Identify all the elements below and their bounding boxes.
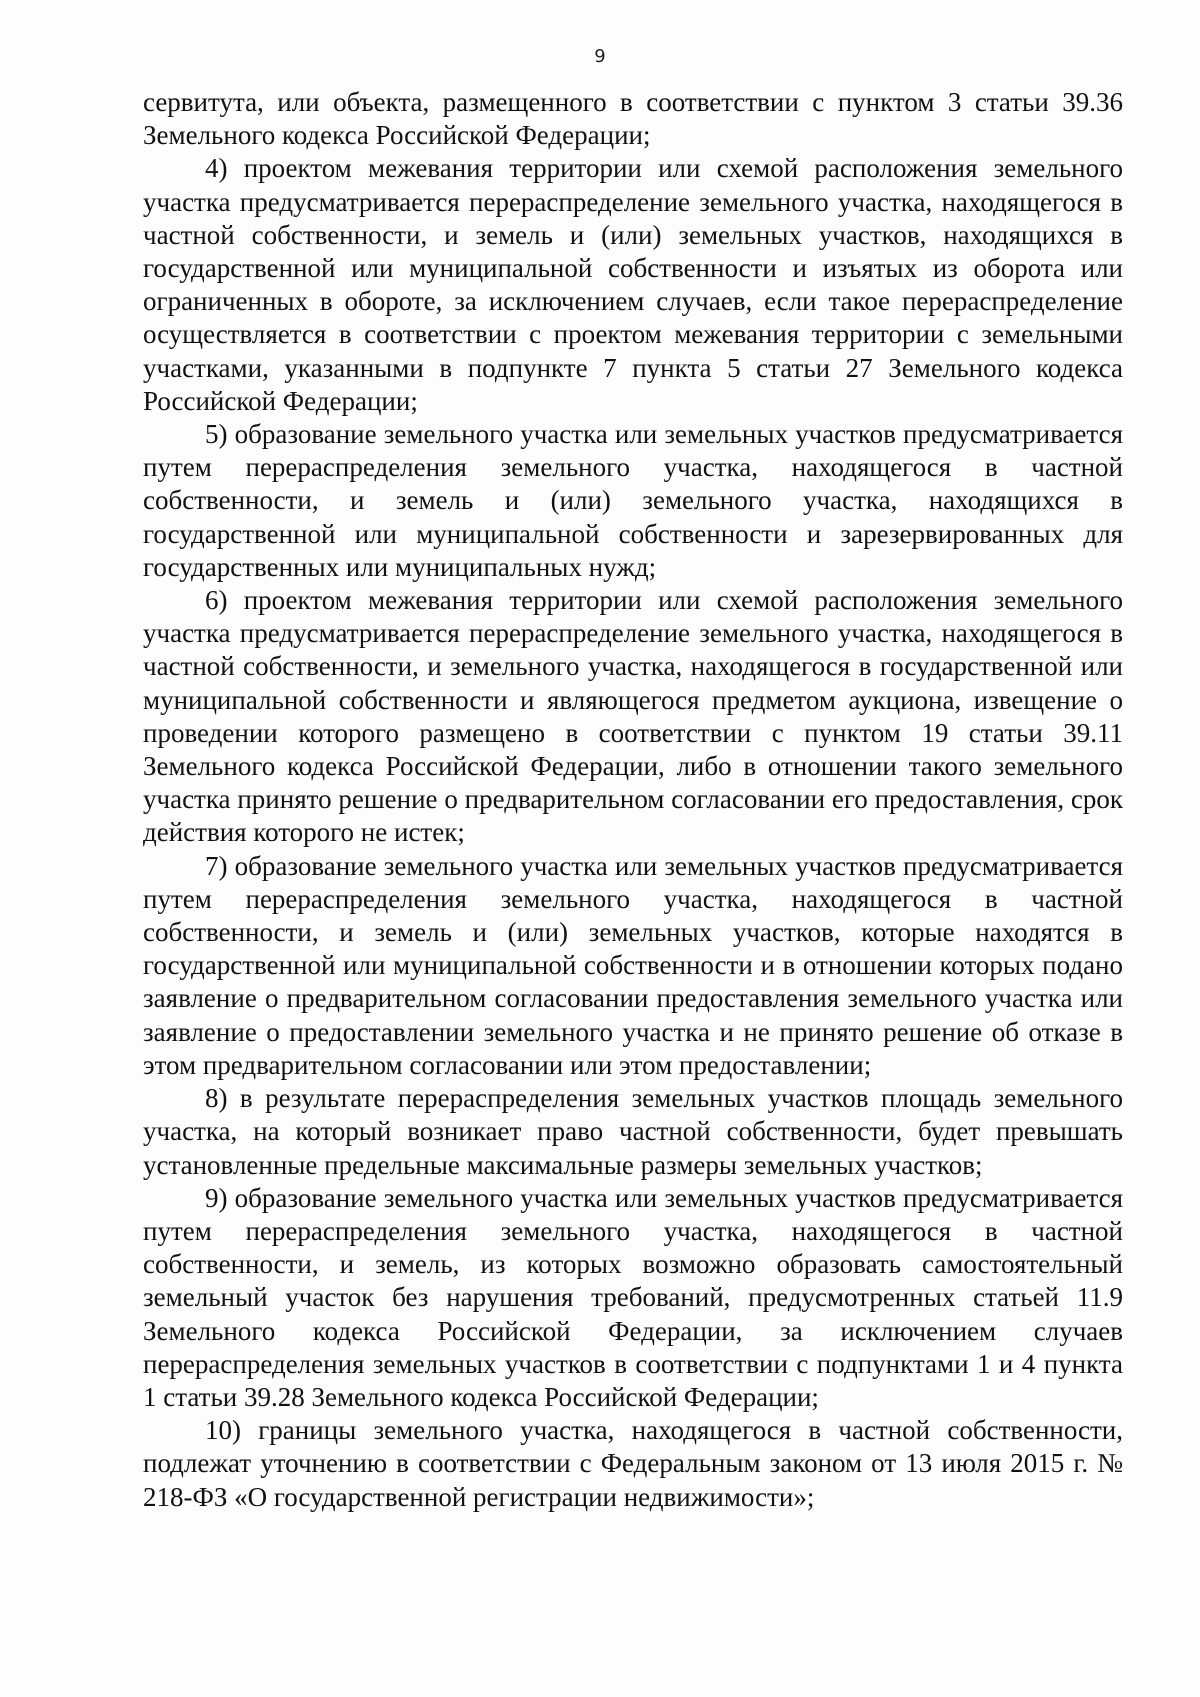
paragraph-item-8: 8) в результате перераспределения земельных участков площадь земельного участка, на который возникает право частной собственности, будет превышать установленные предельные максимальные размеры земельных участков; <box>143 1083 1123 1180</box>
paragraph-item-5: 5) образование земельного участка или земельных участков предусматривается путем перераспределения земельного участка, находящегося в частной собственности, и земель и (или) земельного участка, находящихся в государственной или муниципальной собственности и зарезервированных для государственных или муниципальных нужд; <box>143 419 1123 582</box>
paragraph-item-7: 7) образование земельного участка или земельных участков предусматривается путем перераспределения земельного участка, находящегося в частной собственности, и земель и (или) земельных участков, которые находятся в государственной или муниципальной собственности и в отношении которых подано заявление о предварительном согласовании предоставления земельного участка или заявление о предоставлении земельного участка и не принято решение об отказе в этом предварительном согласовании или этом предоставлении; <box>143 850 1123 1080</box>
paragraph-item-10: 10) границы земельного участка, находящегося в частной собственности, подлежат уточнению в соответствии с Федеральным законом от 13 июля 2015 г. № 218-ФЗ «О государственной регистрации недвижимости»; <box>143 1415 1123 1512</box>
page-number: 9 <box>594 46 606 67</box>
paragraph-item-4: 4) проектом межевания территории или схемой расположения земельного участка предусматривается перераспределение земельного участка, находящегося в частной собственности, и земель и (или) земельных участков, находящихся в государственной или муниципальной собственности и изъятых из оборота или ограниченных в обороте, за исключением случаев, если такое перераспределение осуществляется в соответствии с проектом межевания территории с земельными участками, указанными в подпункте 7 пункта 5 статьи 27 Земельного кодекса Российской Федерации; <box>143 153 1123 416</box>
paragraph-item-6: 6) проектом межевания территории или схемой расположения земельного участка предусматривается перераспределение земельного участка, находящегося в частной собственности, и земельного участка, находящегося в государственной или муниципальной собственности и являющегося предметом аукциона, извещение о проведении которого размещено в соответствии с пунктом 19 статьи 39.11 Земельного кодекса Российской Федерации, либо в отношении такого земельного участка принято решение о предварительном согласовании его предоставления, срок действия которого не истек; <box>143 585 1123 848</box>
document-body <box>143 86 1123 1514</box>
paragraph-item-9: 9) образование земельного участка или земельных участков предусматривается путем перераспределения земельного участка, находящегося в частной собственности, и земель, из которых возможно образовать самостоятельный земельный участок без нарушения требований, предусмотренных статьей 11.9 Земельного кодекса Российской Федерации, за исключением случаев перераспределения земельных участков в соответствии с подпунктами 1 и 4 пункта 1 статьи 39.28 Земельного кодекса Российской Федерации; <box>143 1182 1123 1412</box>
paragraph-continuation: сервитута, или объекта, размещенного в соответствии с пунктом 3 статьи 39.36 Земельного кодекса Российской Федерации; <box>143 87 1123 151</box>
